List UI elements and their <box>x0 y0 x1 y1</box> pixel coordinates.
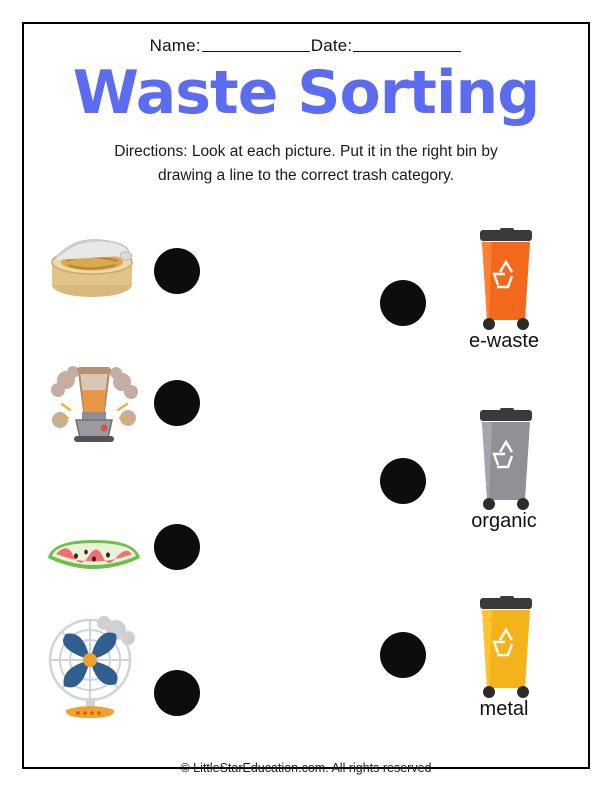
directions-line-2: drawing a line to the correct trash category. <box>157 167 455 184</box>
connector-dot-left-2[interactable] <box>154 380 200 426</box>
connector-dot-right-2[interactable] <box>380 458 426 504</box>
canned-food-icon <box>44 230 140 302</box>
bin-label-e-waste: e-waste <box>468 330 540 352</box>
directions-line-1: Directions: Look at each picture. Put it in the right bin by <box>114 143 498 160</box>
electric-fan-icon <box>42 612 146 722</box>
connector-dot-left-1[interactable] <box>154 248 200 294</box>
watermelon-rind-icon <box>42 512 146 574</box>
name-date-row <box>0 36 612 56</box>
page-title: Waste Sorting <box>72 58 540 128</box>
bin-metal <box>468 596 544 702</box>
footer-copyright: © LittleStarEducation.com. All rights reserved <box>180 761 432 775</box>
connector-dot-right-1[interactable] <box>380 280 426 326</box>
bin-e-waste <box>468 228 544 334</box>
connector-dot-left-4[interactable] <box>154 670 200 716</box>
bin-label-organic: organic <box>471 510 537 532</box>
connector-dot-left-3[interactable] <box>154 524 200 570</box>
directions <box>52 140 560 188</box>
name-label: Name: <box>149 36 201 55</box>
blender-icon <box>46 360 142 446</box>
bin-label-metal: metal <box>479 698 529 720</box>
connector-dot-right-3[interactable] <box>380 632 426 678</box>
matching-activity <box>24 212 588 742</box>
date-blank-line[interactable] <box>353 51 461 52</box>
bin-organic <box>468 408 544 514</box>
date-label: Date: <box>310 36 353 55</box>
name-blank-line[interactable] <box>202 51 310 52</box>
